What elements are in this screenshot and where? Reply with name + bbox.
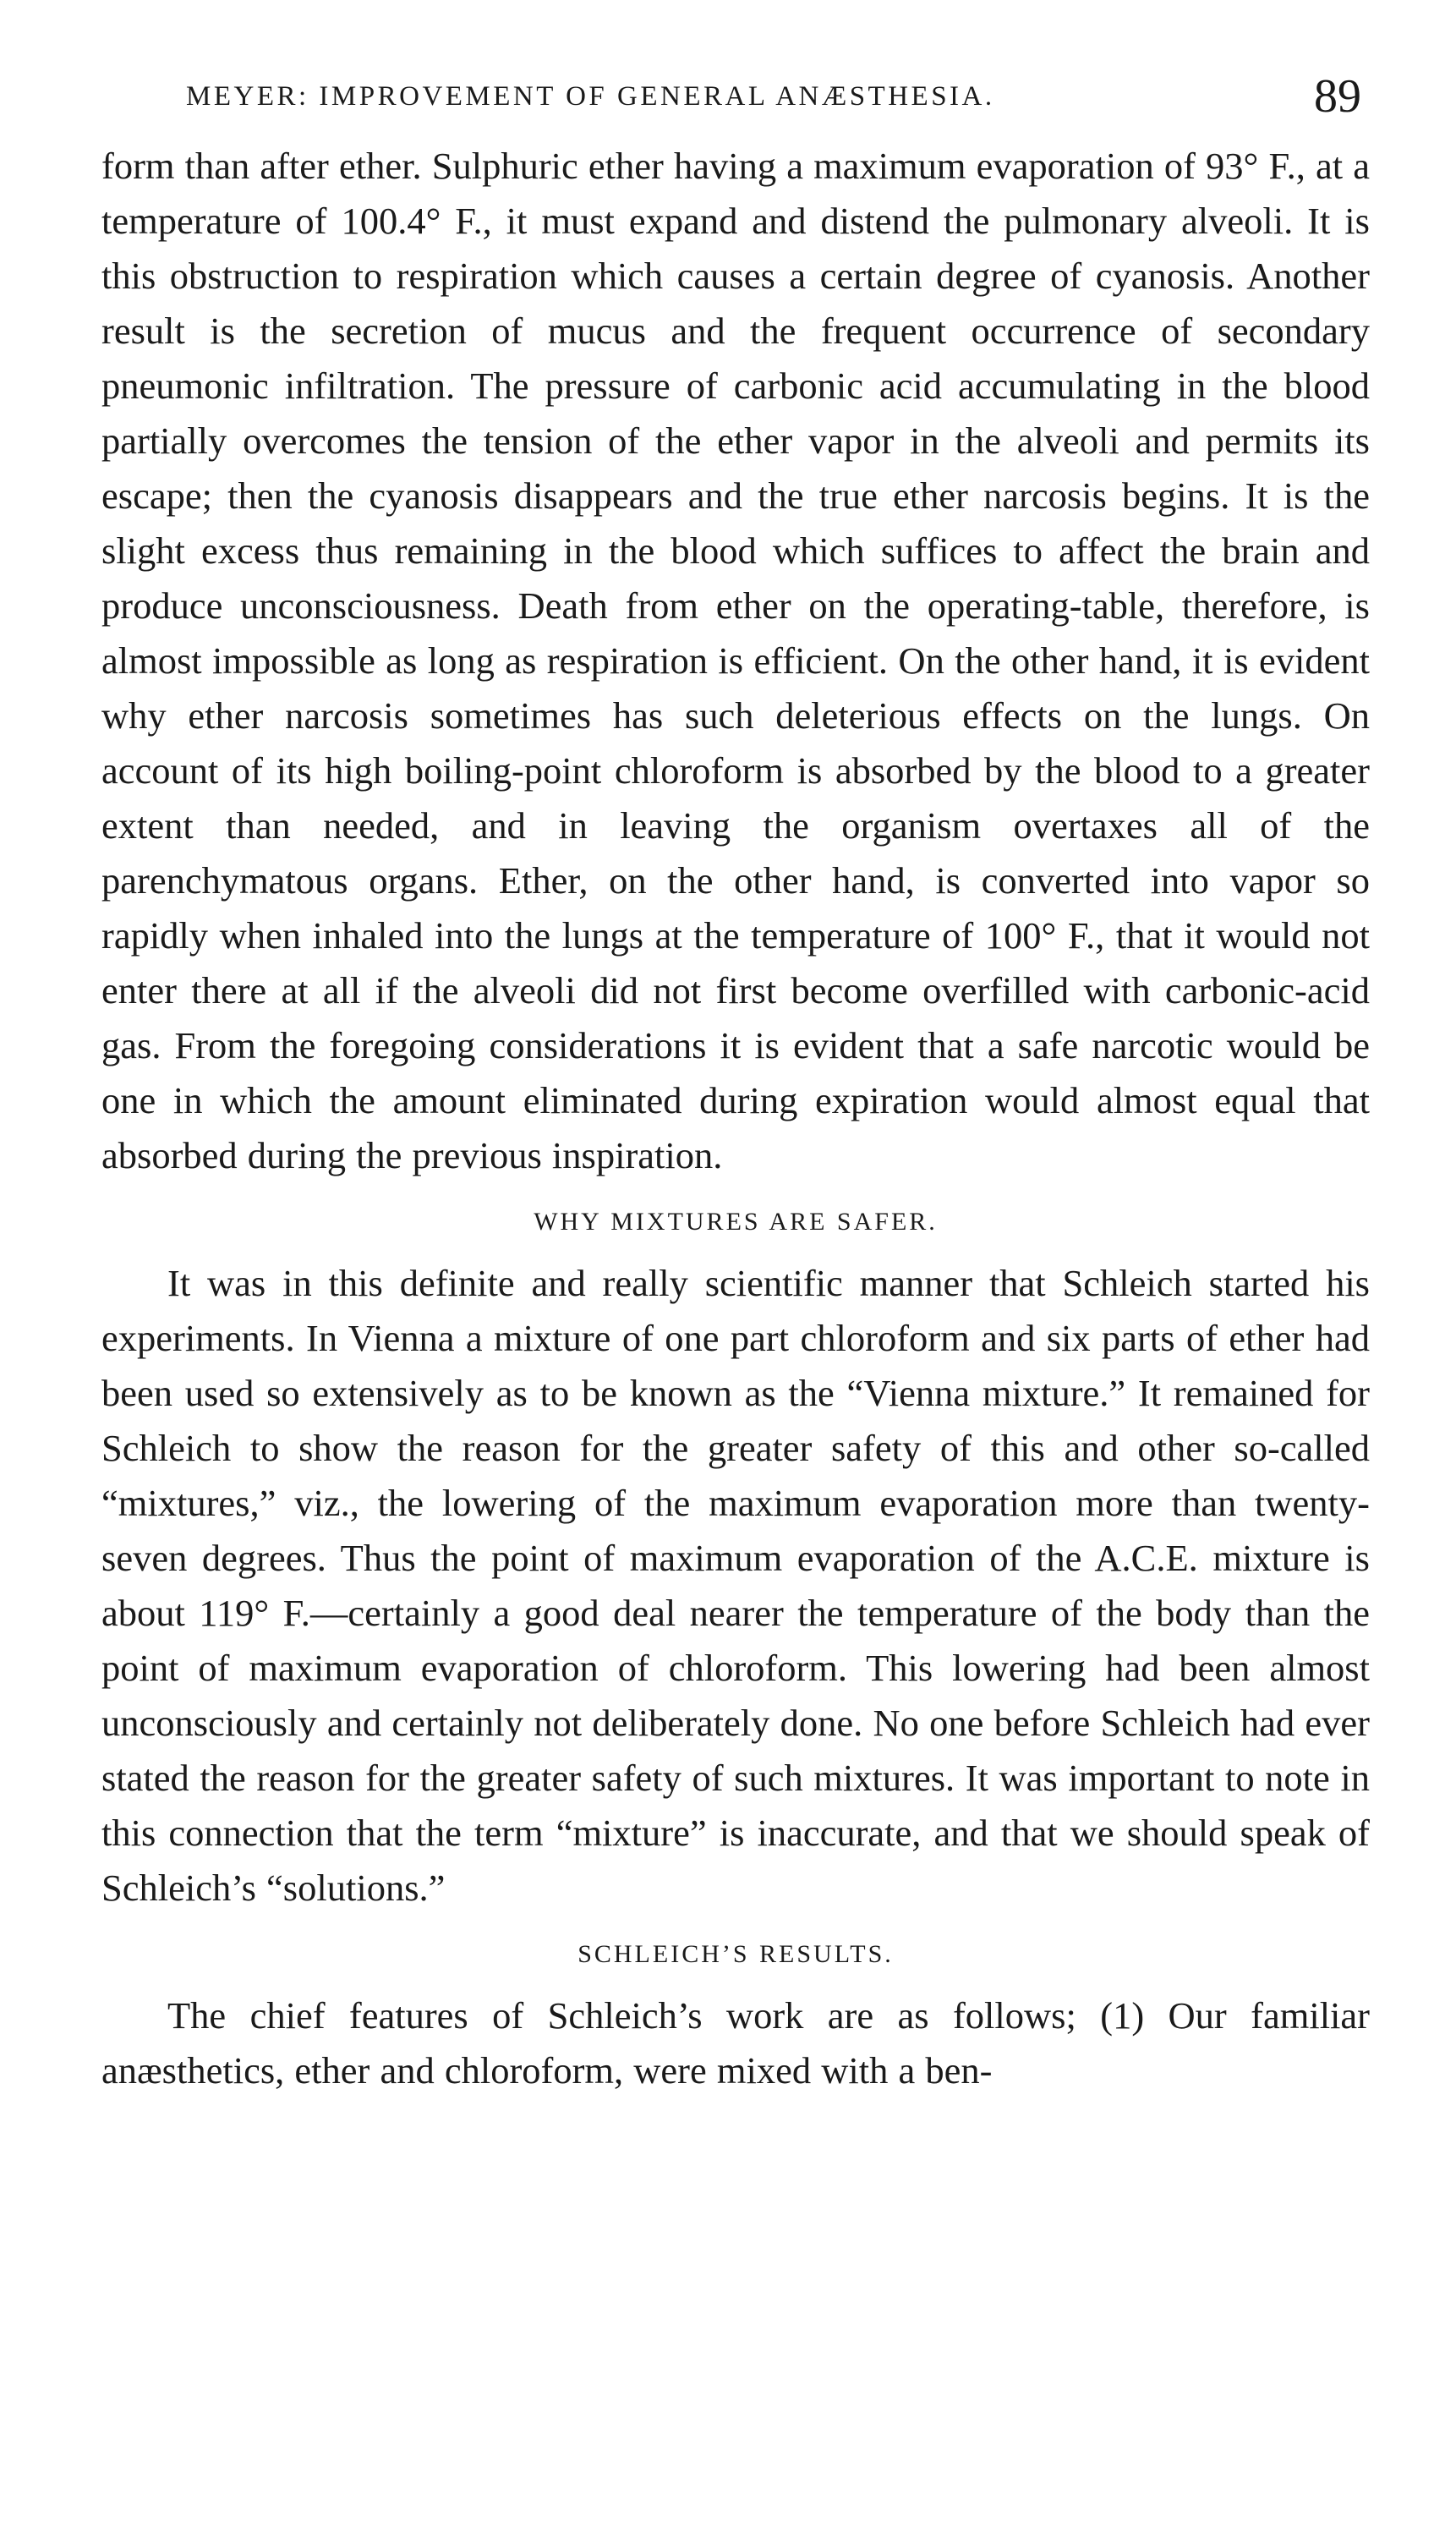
body-text — [101, 139, 1370, 2098]
paragraph-vienna-mixture: It was in this definite and really scientific manner that Schleich started his experiments. In Vienna a mixture of one part chloroform and six parts of ether had been used so extensively as to be known as the “Vienna mixture.” It remained for Schleich to show the reason for the greater safety of this and other so-called “mixtures,” viz., the lowering of the maximum evaporation more than twenty-seven degrees. Thus the point of maximum evaporation of the A.C.E. mixture is about 119° F.—certainly a good deal nearer the temperature of the body than the point of maximum evaporation of chloroform. This lowering had been almost unconsciously and certainly not deliberately done. No one before Schleich had ever stated the reason for the greater safety of such mixtures. It was important to note in this connection that the term “mixture” is inaccurate, and that we should speak of Schleich’s “solutions.” — [101, 1262, 1370, 1909]
section-heading-schleich-results: SCHLEICH’S RESULTS. — [577, 1940, 894, 1968]
paragraph-chief-features: The chief features of Schleich’s work are as follows; (1) Our familiar anæsthetics, ether and chloroform, were mixed with a ben- — [101, 1994, 1370, 2092]
book-page — [101, 51, 1370, 2098]
running-title: MEYER: IMPROVEMENT OF GENERAL ANÆSTHESIA. — [186, 81, 995, 112]
running-header — [101, 51, 1370, 123]
page-number: 89 — [1314, 70, 1361, 123]
paragraph-continuation: form than after ether. Sulphuric ether having a maximum evaporation of 93° F., at a temperature of 100.4° F., it must expand and distend the pulmonary alveoli. It is this obstruction to respiration which causes a certain degree of cyanosis. Another result is the secretion of mucus and the frequent occurrence of secondary pneumonic infiltration. The pressure of carbonic acid accumulating in the blood partially overcomes the tension of the ether vapor in the alveoli and permits its escape; then the cyanosis disappears and the true ether narcosis begins. It is the slight excess thus remaining in the blood which suffices to affect the brain and produce unconsciousness. Death from ether on the operating-table, therefore, is almost impossible as long as respiration is efficient. On the other hand, it is evident why ether narcosis sometimes has such deleterious effects on the lungs. On account of its high boiling-point chloroform is absorbed by the blood to a greater extent than needed, and in leaving the organism overtaxes all of the parenchymatous organs. Ether, on the other hand, is converted into vapor so rapidly when inhaled into the lungs at the temperature of 100° F., that it would not enter there at all if the alveoli did not first become overfilled with carbonic-acid gas. From the foregoing considerations it is evident that a safe narcotic would be one in which the amount eliminated during expiration would almost equal that absorbed during the previous inspiration. — [101, 145, 1370, 1176]
section-heading-why-mixtures: WHY MIXTURES ARE SAFER. — [534, 1208, 938, 1236]
